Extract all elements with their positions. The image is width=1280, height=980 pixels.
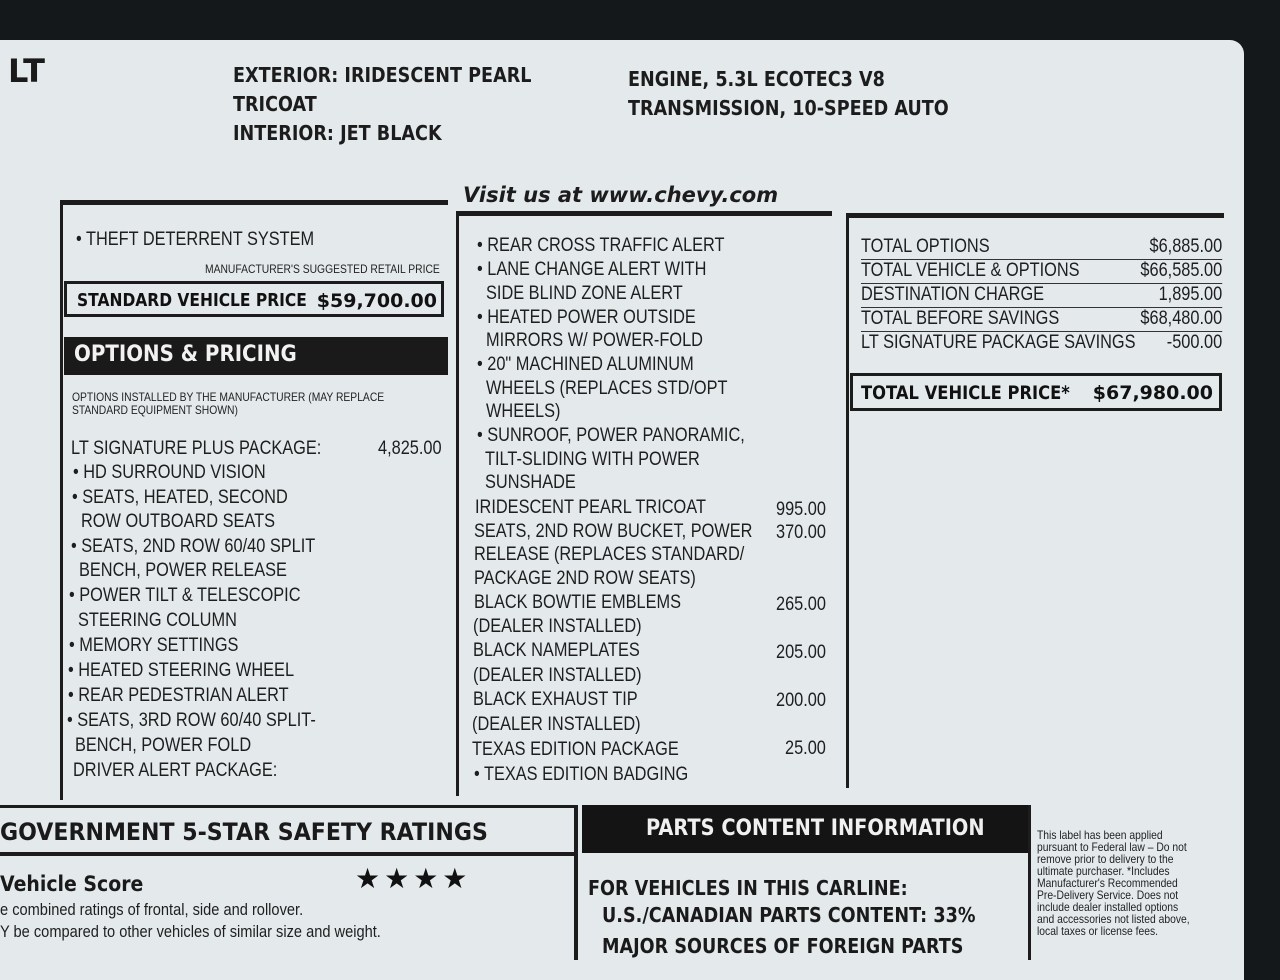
legal-text-line: Manufacturer's Recommended	[1037, 876, 1178, 890]
transmission-spec: TRANSMISSION, 10-SPEED AUTO	[628, 96, 949, 120]
left-feature-line: • HEATED STEERING WHEEL	[68, 660, 295, 681]
middle-feature-line: SIDE BLIND ZONE ALERT	[486, 283, 683, 304]
priced-option-label: (DEALER INSTALLED)	[472, 714, 641, 735]
summary-row	[861, 331, 1222, 355]
summary-label: LT SIGNATURE PACKAGE SAVINGS	[861, 332, 1136, 353]
left-feature-line: • HD SURROUND VISION	[73, 462, 266, 483]
left-feature-line: DRIVER ALERT PACKAGE:	[73, 760, 278, 781]
standard-price-label: STANDARD VEHICLE PRICE	[77, 290, 307, 311]
legal-text-line: Pre-Delivery Service. Does not	[1037, 888, 1179, 902]
legal-text-line: This label has been applied	[1037, 828, 1163, 842]
middle-column-top-rule	[456, 211, 832, 216]
priced-option-value: 265.00	[776, 594, 826, 615]
standard-price-box	[64, 281, 444, 317]
middle-feature-line: SUNSHADE	[485, 472, 576, 493]
priced-option-label: TEXAS EDITION PACKAGE	[472, 739, 679, 760]
priced-option-label: • TEXAS EDITION BADGING	[474, 764, 689, 785]
left-column-top-rule	[60, 200, 448, 205]
msrp-label: MANUFACTURER'S SUGGESTED RETAIL PRICE	[205, 262, 440, 276]
left-feature-line: BENCH, POWER RELEASE	[79, 560, 287, 581]
summary-row	[861, 259, 1222, 284]
middle-feature-line: • LANE CHANGE ALERT WITH	[477, 259, 707, 280]
parts-content-banner	[582, 805, 1028, 853]
legal-text-line: local taxes or license fees.	[1037, 924, 1159, 938]
priced-option-value: 995.00	[776, 499, 826, 520]
summary-value: $68,480.00	[1140, 308, 1223, 329]
legal-text-line: include dealer installed options	[1037, 900, 1179, 914]
priced-option-label: BLACK EXHAUST TIP	[473, 689, 638, 710]
priced-option-label: IRIDESCENT PEARL TRICOAT	[475, 497, 706, 518]
priced-option-label: PACKAGE 2ND ROW SEATS)	[474, 568, 696, 589]
priced-option-value: 370.00	[776, 522, 826, 543]
summary-label: TOTAL VEHICLE & OPTIONS	[861, 260, 1080, 281]
total-vehicle-price-value: $67,980.00	[1092, 382, 1213, 404]
summary-row	[861, 283, 1222, 308]
parts-content-title: PARTS CONTENT INFORMATION	[646, 816, 985, 841]
summary-value: $66,585.00	[1140, 260, 1223, 281]
priced-option-label: (DEALER INSTALLED)	[473, 616, 642, 637]
right-column-top-rule	[846, 213, 1224, 218]
options-pricing-banner	[64, 337, 448, 375]
right-column-border	[846, 213, 849, 788]
gov-safety-title: GOVERNMENT 5-STAR SAFETY RATINGS	[0, 818, 488, 846]
priced-option-label: SEATS, 2ND ROW BUCKET, POWER	[474, 521, 753, 542]
exterior-color-line1: EXTERIOR: IRIDESCENT PEARL	[233, 63, 532, 87]
summary-label: TOTAL OPTIONS	[861, 236, 990, 257]
star-rating: ★★★★	[355, 863, 472, 894]
interior-color: INTERIOR: JET BLACK	[233, 121, 442, 145]
middle-feature-line: • REAR CROSS TRAFFIC ALERT	[477, 235, 725, 256]
legal-text-line: remove prior to delivery to the	[1037, 852, 1174, 866]
left-feature-line: • SEATS, 2ND ROW 60/40 SPLIT	[71, 536, 316, 557]
middle-feature-line: TILT-SLIDING WITH POWER	[485, 449, 700, 470]
summary-value: -500.00	[1166, 332, 1223, 353]
total-vehicle-price-box	[850, 373, 1222, 411]
summary-value: $6,885.00	[1149, 236, 1223, 257]
summary-row	[861, 235, 1222, 260]
priced-option-label: BLACK BOWTIE EMBLEMS	[474, 592, 682, 613]
priced-option-label: RELEASE (REPLACES STANDARD/	[474, 544, 745, 565]
options-note-line1: OPTIONS INSTALLED BY THE MANUFACTURER (MAY REPLACE	[72, 390, 385, 404]
left-feature-line: • REAR PEDESTRIAN ALERT	[68, 685, 289, 706]
total-vehicle-price-label: TOTAL VEHICLE PRICE*	[861, 382, 1070, 404]
middle-column-border	[456, 211, 459, 796]
parts-content-percent: U.S./CANADIAN PARTS CONTENT: 33%	[602, 903, 976, 927]
theft-deterrent: • THEFT DETERRENT SYSTEM	[76, 229, 315, 250]
middle-feature-line: • 20" MACHINED ALUMINUM	[477, 354, 694, 375]
priced-option-value: 25.00	[785, 738, 826, 759]
gov-section-rule	[0, 805, 576, 808]
summary-row	[861, 307, 1222, 332]
left-feature-line: STEERING COLUMN	[78, 610, 237, 631]
left-feature-line: • SEATS, HEATED, SECOND	[72, 487, 288, 508]
options-note-line2: STANDARD EQUIPMENT SHOWN)	[72, 403, 238, 417]
score-description-line1: e combined ratings of frontal, side and rollover.	[0, 900, 304, 919]
left-feature-line: BENCH, POWER FOLD	[75, 735, 252, 756]
legal-section-border	[1028, 805, 1031, 960]
legal-text-line: ultimate purchaser. *Includes	[1037, 864, 1170, 878]
exterior-color-line2: TRICOAT	[233, 92, 317, 116]
gov-title-underline	[0, 852, 576, 856]
middle-feature-line: • SUNROOF, POWER PANORAMIC,	[477, 425, 745, 446]
summary-label: DESTINATION CHARGE	[861, 284, 1045, 305]
package-value: 4,825.00	[378, 438, 442, 459]
standard-price-value: $59,700.00	[316, 290, 437, 312]
parts-carline-line: FOR VEHICLES IN THIS CARLINE:	[588, 876, 908, 900]
legal-text-line: and accessories not listed above,	[1037, 912, 1190, 926]
middle-feature-line: MIRRORS W/ POWER-FOLD	[486, 330, 703, 351]
left-feature-line: • SEATS, 3RD ROW 60/40 SPLIT-	[67, 710, 316, 731]
foreign-parts-line: MAJOR SOURCES OF FOREIGN PARTS	[602, 934, 964, 958]
priced-option-label: BLACK NAMEPLATES	[473, 640, 640, 661]
left-feature-line: ROW OUTBOARD SEATS	[81, 511, 275, 532]
middle-feature-line: WHEELS (REPLACES STD/OPT	[486, 378, 728, 399]
gov-section-border	[574, 805, 578, 960]
overall-vehicle-score-title: Vehicle Score	[0, 872, 144, 896]
options-pricing-title: OPTIONS & PRICING	[74, 342, 297, 367]
engine-spec: ENGINE, 5.3L ECOTEC3 V8	[628, 67, 885, 91]
trim-fragment: LT	[8, 52, 45, 90]
middle-feature-line: • HEATED POWER OUTSIDE	[477, 307, 696, 328]
summary-value: 1,895.00	[1158, 284, 1223, 305]
package-label: LT SIGNATURE PLUS PACKAGE:	[71, 438, 322, 459]
left-feature-line: • POWER TILT & TELESCOPIC	[69, 585, 301, 606]
left-column-border	[60, 200, 63, 800]
summary-label: TOTAL BEFORE SAVINGS	[861, 308, 1060, 329]
website-line: Visit us at www.chevy.com	[463, 183, 779, 207]
priced-option-value: 205.00	[776, 642, 826, 663]
left-feature-line: • MEMORY SETTINGS	[69, 635, 239, 656]
priced-option-label: (DEALER INSTALLED)	[473, 665, 642, 686]
middle-feature-line: WHEELS)	[486, 401, 561, 422]
legal-text-line: pursuant to Federal law – Do not	[1037, 840, 1187, 854]
priced-option-value: 200.00	[776, 690, 826, 711]
score-description-line2: Y be compared to other vehicles of similar size and weight.	[0, 922, 381, 941]
